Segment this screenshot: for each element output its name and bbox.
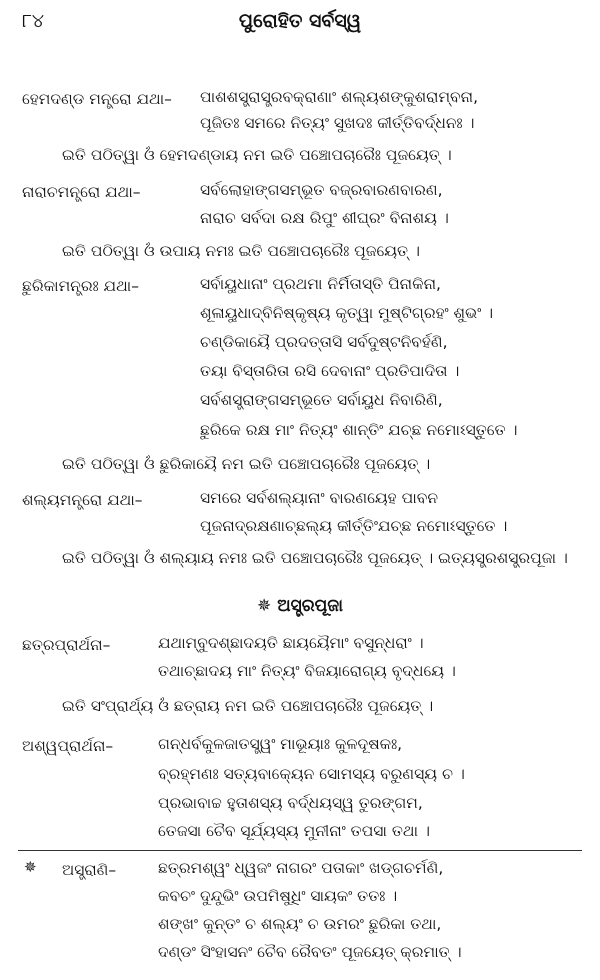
verse-line: ତୟା ବିସ୍ତାରିତା ରସି ଦେବାନାଂ ପ୍ରତିପାଦିତା । [200,362,460,380]
verse-line: ତେଜସା ଚୈବ ସୂର୍ଯ୍ୟସ୍ୟ ମୁନୀନାଂ ତପସା ତଥା । [158,822,430,840]
instruction-line: ଇତି ପଠିତ୍ୱା ଓଁ ଉପାୟ ନମଃ ଇତି ପଞ୍ଚୋପଚାରୈଃ ପୂଜୟେତ୍ । [62,242,420,260]
prayer-label-chhatra: ଛତ୍ରପ୍ରାର୍ଥନା– [22,636,111,654]
page-title: ପୁରୋହିତ ସର୍ବସ୍ୱ [238,10,362,32]
verse-line: ପ୍ରଭାବାଚ୍ଚ ହୁତାଶସ୍ୟ ବର୍ଦ୍ଧୟସ୍ୱ ତୁରଙ୍ଗମ, [158,794,423,812]
footnote-label: ଅସ୍ତ୍ରାଣି– [62,861,117,879]
section-heading-text: ଅସ୍ତ୍ରପୂଜା [277,596,343,616]
prayer-label-ashva: ଅଶ୍ୱପ୍ରାର୍ଥନା– [22,737,114,755]
verse-line: ପାଶଶସ୍ତ୍ରାସ୍ତ୍ରବକ୍ରାଣାଂ ଶଲ୍ୟଶଙ୍କୁଶରାମ୍ବନା, [200,88,479,106]
page-number: ୮୪ [22,10,45,32]
footnote-divider [18,850,582,851]
verse-line: ପୂଜନାଦ୍ରକ୍ଷଣାଚ୍ଛଲ୍ୟ କୀର୍ତ୍ତିଂଯଚ୍ଛ ନମୋଽସ୍ତୁତେ । [200,517,508,535]
instruction-line: ଇତି ପଠିତ୍ୱା ଓଁ ଛୁରିକାୟୈ ନମ ଇତି ପଞ୍ଚୋପଚାରୈଃ ପୂଜୟେତ୍ । [62,455,431,473]
verse-line: ସମରେ ସର୍ବଶଲ୍ୟାନାଂ ବାରଣୟେହ ପାବନ [200,489,438,507]
verse-line: ଛୁରିକେ ରକ୍ଷ ମାଂ ନିତ୍ୟଂ ଶାନ୍ତିଂ ଯଚ୍ଛ ନମୋଽସ୍ତୁତେ । [200,421,518,439]
footnote-line: ଦଣ୍ଡଂ ସିଂହାସନଂ ଚୈବ ରୈବତଂ ପୂଜୟେତ୍ କ୍ରମାତ୍ । [158,943,462,961]
footnote-line: ଶଙ୍ଖଂ କୁନ୍ତଂ ଚ ଶଲ୍ୟଂ ଚ ଉମରଂ ଛୁରିକା ତଥା, [158,915,442,933]
mantra-label-naracha: ନାରାଚମନ୍ତ୍ରୋ ଯଥା– [22,183,141,201]
verse-line: ସର୍ବାୟୁଧାନାଂ ପ୍ରଥମା ନିର୍ମିତାସ୍ତି ପିନାକିନା, [200,275,441,293]
verse-line: ନାରାଚ ସର୍ବଦା ରକ୍ଷ ରିପୁଂ ଶୀଘ୍ରଂ ବିନାଶୟ । [200,209,449,227]
verse-line: ସର୍ବଲୋହାଙ୍ଗସମ୍ଭୂତ ବଜ୍ରବାରଣବାରଣ, [200,181,443,199]
verse-line: ଯଥାମ୍ବୁଦଶ୍ଛାଦୟତି ଛାୟୟୈମାଂ ବସୁନ୍ଧରାଂ । [158,634,424,652]
instruction-line: ଇତି ସଂପ୍ରାର୍ଥ୍ୟ ଓଁ ଛତ୍ରାୟ ନମ ଇତି ପଞ୍ଚୋପଚାରୈଃ ପୂଜୟେତ୍ । [62,697,434,715]
section-heading [0,596,600,616]
verse-line: ଗନ୍ଧର୍ବକୁଳଜାତସ୍ତ୍ୱଂ ମାଭୂୟାଃ କୁଳଦୂଷକଃ, [158,735,403,753]
instruction-line: ଇତି ପଠିତ୍ୱା ଓଁ ଶଲ୍ୟାୟ ନମଃ ଇତି ପଞ୍ଚୋପଚାରୈଃ ପୂଜୟେତ୍ । ଇତ୍ୟସ୍ତ୍ରଶସ୍ତ୍ରପୂଜା । [62,549,568,567]
verse-line: ତଥାଚ୍ଛାଦୟ ମାଂ ନିତ୍ୟଂ ବିଜୟାରୋଗ୍ୟ ବୃଦ୍ଧୟେ । [158,662,456,680]
verse-line: ଚଣ୍ଡିକାୟୈ ପ୍ରଦତ୍ତାସି ସର୍ବଦୁଷ୍ଟନିବର୍ହଣି, [200,333,448,351]
verse-line: ପୂଜିତଃ ସମରେ ନିତ୍ୟଂ ସୁଖଦଃ କୀର୍ତ୍ତିବର୍ଦ୍ଧନଃ । [200,114,475,132]
mantra-label-hemadanda: ହେମଦଣ୍ଡ ମନ୍ତ୍ରୋ ଯଥା– [22,90,172,108]
footnote-line: ଛତ୍ରମଶ୍ୱଂ ଧ୍ୱଜଂ ନାଗରଂ ପତାକାଂ ଖଡ୍‌ଗଚର୍ମଣି, [158,859,444,877]
star-icon: ✵ [257,596,272,616]
page-header [0,10,600,40]
footnote-line: କବଚଂ ଦୁନ୍ଦୁଭିଂ ଉପମିଷୁଧିଂ ସାୟକଂ ତତଃ । [158,887,398,905]
verse-line: ଶୂଳାୟୁଧାଦ୍‌ବିନିଷ୍କୃଷ୍ୟ କୃତ୍ୱା ମୁଷ୍ଟିଗ୍ରହଂ ଶୁଭଂ । [200,304,494,322]
star-icon: ✵ [24,858,37,876]
mantra-label-churika: ଛୁରିକାମନ୍ତ୍ରଃ ଯଥା– [22,277,139,295]
verse-line: ସର୍ବଶସ୍ତ୍ରାଙ୍ଗସମ୍ଭୂତେ ସର୍ବାୟୁଧ ନିବାରିଣି, [200,391,443,409]
instruction-line: ଇତି ପଠିତ୍ୱା ଓଁ ହେମଦଣ୍ଡାୟ ନମ ଇତି ପଞ୍ଚୋପଚାରୈଃ ପୂଜୟେତ୍ । [62,146,452,164]
verse-line: ବ୍ରହ୍ମଣଃ ସତ୍ୟବାକ୍ୟେନ ସୋମସ୍ୟ ବରୁଣସ୍ୟ ଚ । [158,765,465,783]
mantra-label-shalya: ଶଲ୍ୟମନ୍ତ୍ରୋ ଯଥା– [22,491,143,509]
